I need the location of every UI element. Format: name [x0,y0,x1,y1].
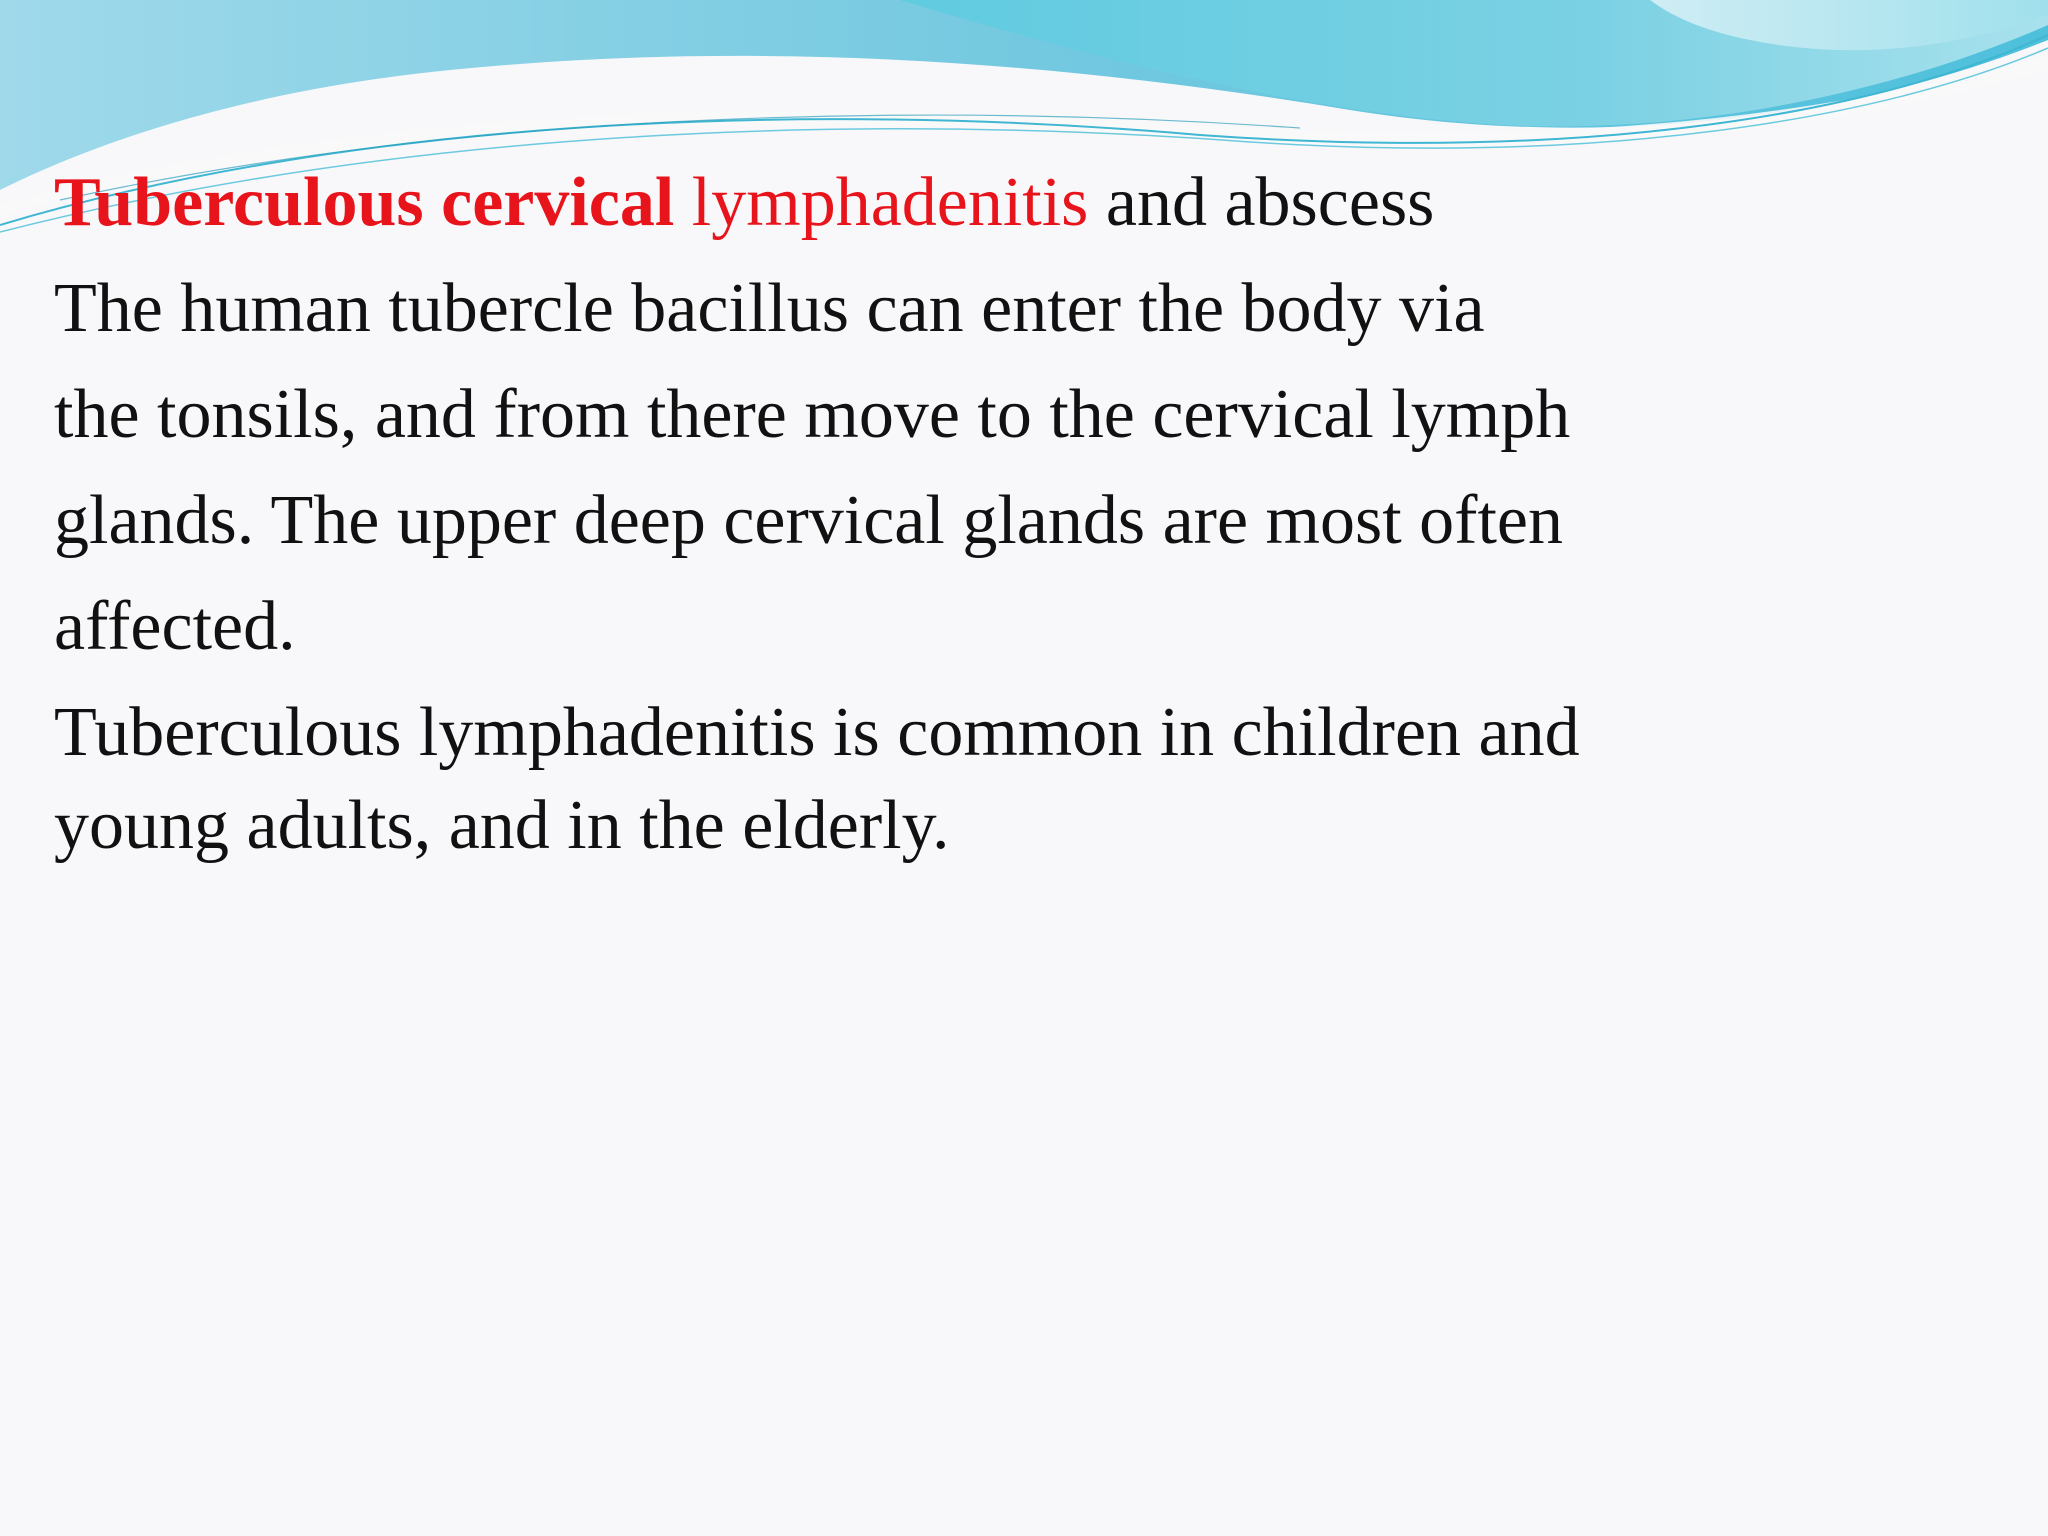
slide-body [54,150,1954,866]
paragraph-1-line: glands. The upper deep cervical glands are most often [54,482,1563,559]
paragraph-2-line: Tuberculous lymphadenitis is common in children and [54,694,1580,771]
paragraph-2 [54,680,1954,866]
title-rest: and abscess [1105,164,1435,241]
paragraph-2-line: young adults, and in the elderly. [54,787,950,864]
title-bold-red: Tuberculous cervical [54,164,675,241]
paragraph-1-line: the tonsils, and from there move to the cervical lymph [54,376,1571,453]
slide-title [54,150,1954,256]
paragraph-1-line: The human tubercle bacillus can enter the body via [54,270,1485,347]
paragraph-1 [54,256,1954,680]
title-red: lymphadenitis [691,164,1089,241]
paragraph-1-line: affected. [54,588,296,665]
